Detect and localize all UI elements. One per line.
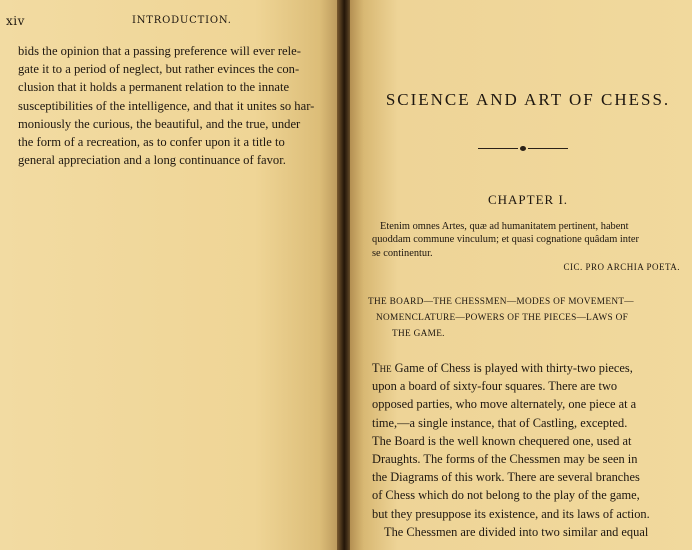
synopsis-line: THE BOARD—THE CHESSMEN—MODES OF MOVEMENT— bbox=[368, 297, 634, 307]
epigraph-line: se continentur. bbox=[372, 247, 433, 259]
book-title: SCIENCE AND ART OF CHESS. bbox=[385, 90, 671, 109]
text-line: bids the opinion that a passing preference will ever rele- bbox=[18, 44, 301, 58]
text-line: general appreciation and a long continuance of favor. bbox=[18, 153, 286, 168]
text-line: upon a board of sixty-four squares. There are two bbox=[372, 379, 618, 394]
synopsis-line: THE GAME. bbox=[392, 329, 445, 339]
text-line: time,—a single instance, that of Castling, excepted. bbox=[372, 415, 628, 430]
page-number: xiv bbox=[6, 14, 25, 28]
epigraph-attribution: CIC. PRO ARCHIA POETA. bbox=[563, 262, 680, 273]
text-line: Draughts. The forms of the Chessmen may be seen in bbox=[372, 452, 638, 467]
synopsis-line: NOMENCLATURE—POWERS OF THE PIECES—LAWS OF bbox=[376, 313, 629, 323]
text-line: The Chessmen are divided into two similar and equal bbox=[384, 524, 649, 539]
text-line: The Board is the well known chequered one, used at bbox=[372, 433, 632, 448]
chapter-synopsis bbox=[368, 294, 684, 342]
right-page bbox=[350, 0, 692, 550]
running-head bbox=[6, 14, 334, 30]
epigraph-line: quoddam commune vinculum; et quasi cognatione quâdam inter bbox=[372, 234, 639, 246]
epigraph bbox=[372, 220, 680, 275]
epigraph-line: Etenim omnes Artes, quæ ad humanitatem pertinent, habent bbox=[380, 221, 629, 232]
running-head-title: INTRODUCTION. bbox=[132, 15, 232, 26]
text-line: the Diagrams of this work. There are several branches bbox=[372, 470, 640, 485]
text-line: susceptibilities of the intelligence, and that it unites so har- bbox=[18, 98, 315, 113]
text-line: the form of a recreation, as to confer upon it a title to bbox=[18, 135, 285, 150]
ornament-rule bbox=[478, 146, 568, 152]
left-body-text bbox=[18, 42, 334, 169]
left-page bbox=[0, 0, 340, 550]
text-line: opposed parties, who move alternately, one piece at a bbox=[372, 397, 637, 412]
text-line: gate it to a period of neglect, but rather evinces the con- bbox=[18, 62, 300, 77]
text-line: clusion that it holds a permanent relation to the innate bbox=[18, 80, 290, 95]
ornament-line-right bbox=[528, 148, 568, 149]
text-line: but they presuppose its existence, and its laws of action. bbox=[372, 506, 650, 521]
ornament-line-left bbox=[478, 148, 518, 149]
text-line: moniously the curious, the beautiful, and the true, under bbox=[18, 116, 301, 131]
first-word: The bbox=[372, 361, 392, 375]
chapter-heading: CHAPTER I. bbox=[487, 192, 569, 207]
text-line bbox=[372, 359, 684, 377]
text-line: of Chess which do not belong to the play of the game, bbox=[372, 488, 640, 503]
text-line-rest: Game of Chess is played with thirty-two pieces, bbox=[391, 361, 633, 375]
right-body-text bbox=[372, 359, 684, 541]
ornament-dot bbox=[520, 146, 526, 151]
